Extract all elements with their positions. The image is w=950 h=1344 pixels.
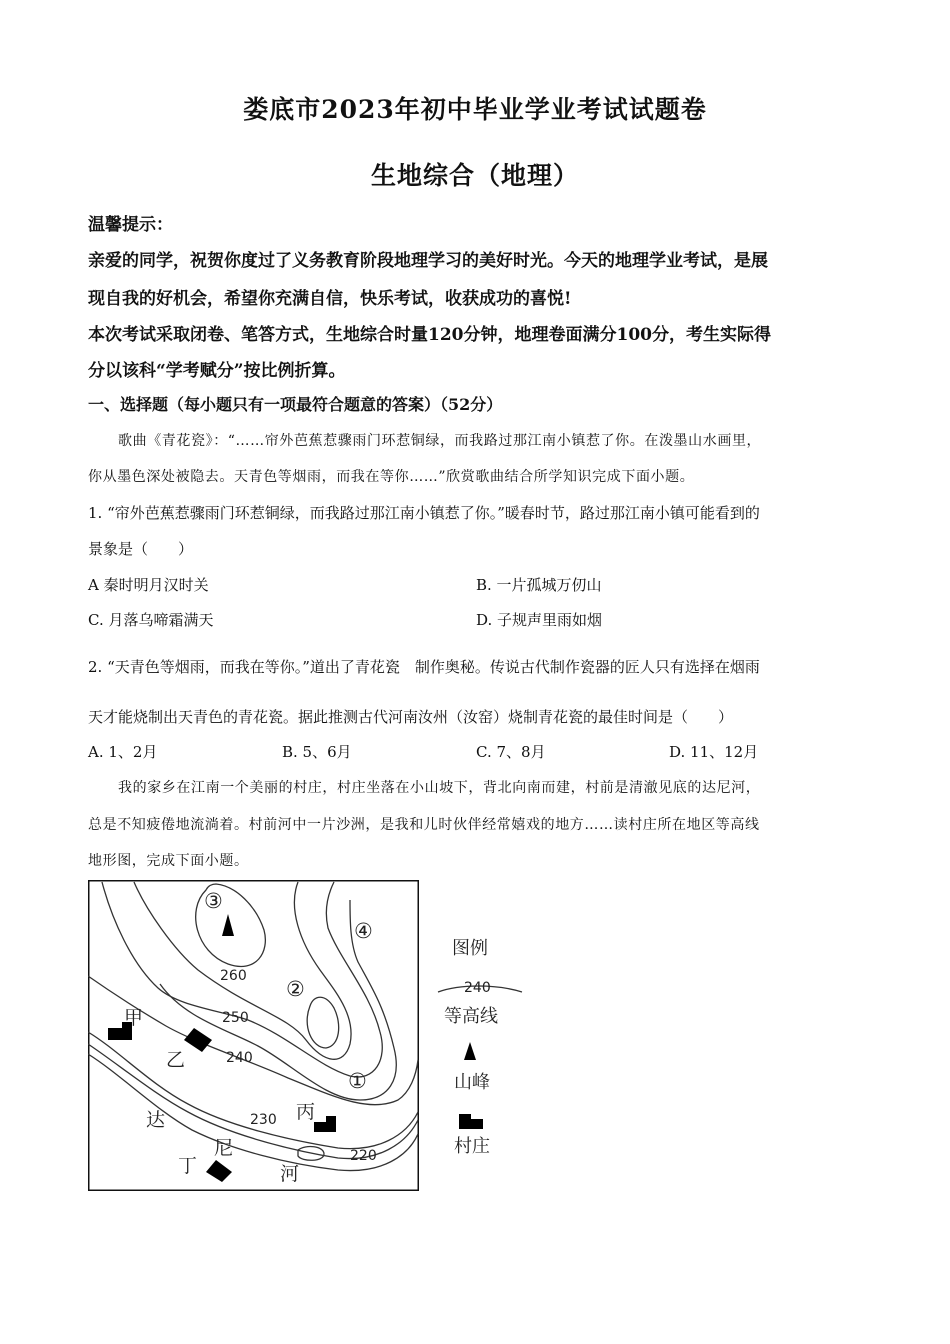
contour-label-230: 230	[250, 1112, 277, 1128]
question-1-option-a[interactable]: A 秦时明月汉时关	[88, 576, 209, 594]
passage-line: 我的家乡在江南一个美丽的村庄，村庄坐落在小山坡下，背北向南而建，村前是清澈见底的达尼河，	[118, 780, 761, 796]
legend-contour-value: 240	[464, 980, 491, 996]
question-1-stem: 景象是（ ）	[88, 540, 194, 558]
point-label-3: ③	[204, 889, 223, 913]
question-2-option-c[interactable]: C. 7、8月	[476, 743, 546, 761]
legend-contour-symbol	[436, 976, 526, 1000]
question-1-stem: 1. “帘外芭蕉惹骤雨门环惹铜绿，而我路过那江南小镇惹了你。”暖春时节，路过那江南小镇可能看到的	[88, 504, 760, 522]
village-label-yi: 乙	[166, 1049, 186, 1071]
question-1-option-b[interactable]: B. 一片孤城万仞山	[476, 576, 602, 594]
page-subtitle: 生地综合（地理）	[370, 161, 579, 190]
contour-map	[88, 880, 419, 1192]
section-heading: 一、选择题（每小题只有一项最符合题意的答案）（52分）	[88, 395, 503, 414]
point-label-2: ②	[286, 977, 305, 1001]
question-2-option-a[interactable]: A. 1、2月	[88, 743, 158, 761]
legend-title: 图例	[452, 938, 488, 959]
contour-label-220: 220	[350, 1148, 377, 1164]
tips-heading: 温馨提示：	[88, 215, 173, 235]
contour-label-250: 250	[222, 1010, 249, 1026]
tips-line: 现自我的好机会，希望你充满自信，快乐考试，收获成功的喜悦!	[88, 289, 572, 309]
legend-contour-label: 等高线	[444, 1006, 498, 1027]
passage-line: 总是不知疲倦地流淌着。村前河中一片沙洲，是我和儿时伙伴经常嬉戏的地方……读村庄所在地区等高线	[88, 817, 760, 833]
river-label-he: 河	[280, 1163, 300, 1185]
question-2-option-b[interactable]: B. 5、6月	[282, 743, 352, 761]
village-label-jia: 甲	[124, 1007, 144, 1029]
question-2-stem: 2. “天青色等烟雨，而我在等你。”道出了青花瓷 制作奥秘。传说古代制作瓷器的匠人只有选择在烟雨	[88, 658, 760, 676]
legend-peak-icon	[462, 1040, 478, 1062]
river-label-da: 达	[146, 1109, 166, 1131]
legend-village-icon	[458, 1112, 484, 1130]
passage-line: 地形图，完成下面小题。	[88, 853, 249, 869]
village-label-ding: 丁	[178, 1155, 198, 1177]
tips-line: 分以该科“学考赋分”按比例折算。	[88, 361, 346, 381]
tips-line: 亲爱的同学，祝贺你度过了义务教育阶段地理学习的美好时光。今天的地理学业考试，是展	[88, 251, 768, 271]
contour-label-260: 260	[220, 968, 247, 984]
passage-line: 你从墨色深处被隐去。天青色等烟雨，而我在等你……”欣赏歌曲结合所学知识完成下面小题。	[88, 469, 695, 485]
legend-village-label: 村庄	[454, 1136, 490, 1157]
legend-peak-label: 山峰	[454, 1072, 490, 1093]
passage-line: 歌曲《青花瓷》：“……帘外芭蕉惹骤雨门环惹铜绿，而我路过那江南小镇惹了你。在泼墨山水画里，	[118, 433, 762, 449]
river-label-ni: 尼	[214, 1137, 234, 1159]
question-1-option-d[interactable]: D. 子规声里雨如烟	[476, 611, 603, 629]
question-2-stem: 天才能烧制出天青色的青花瓷。据此推测古代河南汝州（汝窑）烧制青花瓷的最佳时间是（ ）	[88, 708, 734, 726]
question-2-option-d[interactable]: D. 11、12月	[669, 743, 759, 761]
village-label-bing: 丙	[296, 1101, 316, 1123]
map-legend	[432, 930, 532, 1160]
page-title: 娄底市2023年初中毕业学业考试试题卷	[243, 95, 707, 124]
contour-label-240: 240	[226, 1050, 253, 1066]
question-1-option-c[interactable]: C. 月落乌啼霜满天	[88, 611, 214, 629]
point-label-1: ①	[348, 1069, 367, 1093]
point-label-4: ④	[354, 919, 373, 943]
tips-line: 本次考试采取闭卷、笔答方式，生地综合时量120分钟，地理卷面满分100分，考生实际得	[88, 325, 771, 345]
